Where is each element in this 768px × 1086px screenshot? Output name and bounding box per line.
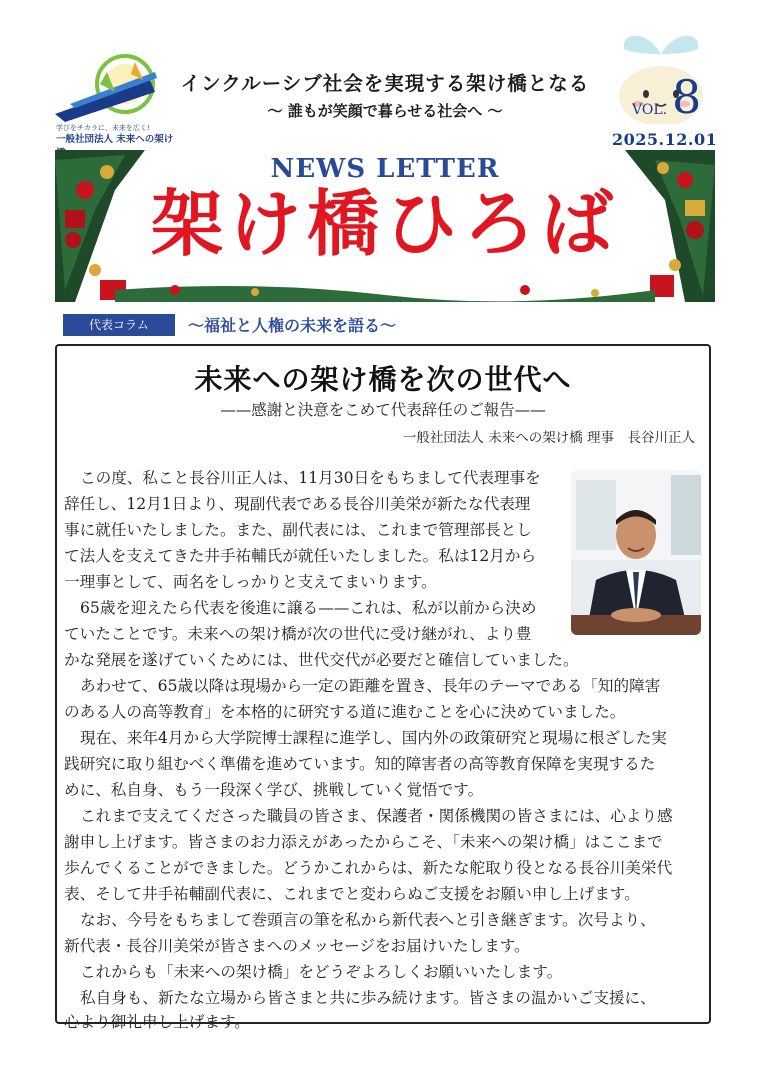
paragraph-line: 私自身も、新たな立場から皆さまと共に歩み続けます。皆さまの温かいご支援に、	[80, 989, 656, 1007]
paragraph-line: これからも「未来への架け橋」をどうぞよろしくお願いいたします。	[80, 963, 563, 981]
paragraph-line: この度、私こと長谷川正人は、11月30日をもちまして代表理事を	[80, 469, 541, 487]
paragraph-line: 65歳を迎えたら代表を後進に譲る——これは、私が以前から決め	[80, 599, 537, 617]
paragraph-line: これまで支えてくださった職員の皆さま、保護者・関係機関の皆さまには、心より感	[80, 807, 673, 825]
paragraph-line: 謝申し上げます。皆さまのお力添えがあったからこそ、「未来への架け橋」はここまで	[64, 833, 663, 851]
issue-date: 2025.12.01	[612, 130, 718, 149]
column-title: 〜福祉と人権の未来を語る〜	[188, 316, 397, 335]
newsletter-label: NEWS LETTER	[270, 154, 500, 184]
article-author: 一般社団法人 未来への架け橋 理事 長谷川正人	[402, 430, 695, 446]
paragraph-line: て法人を支えてきた井手祐輔氏が就任いたしました。私は12月から	[64, 547, 537, 565]
paragraph-line: のある人の高等教育」を本格的に研究する道に進むことを心に決めていました。	[64, 703, 626, 721]
paragraph-line: 表、そして井手祐輔副代表に、これまでと変わらぬご支援をお願い申し上げます。	[64, 885, 640, 903]
article-title: 未来への架け橋を次の世代へ	[194, 363, 572, 396]
volume-label: VOL.	[632, 102, 668, 118]
paragraph-line: 践研究に取り組むべく準備を進めています。知的障害者の高等教育保障を実現するた	[64, 755, 656, 773]
paragraph-line: 新代表・長谷川美栄が皆さまへのメッセージをお届けいたします。	[64, 937, 530, 955]
paragraph-line: 一理事として、両名をしっかりと支えてまいります。	[64, 573, 437, 591]
paragraph-line: ていたことです。未来への架け橋が次の世代に受け継がれ、より豊	[64, 625, 532, 643]
paragraph-line: 事に就任いたしました。また、副代表には、これまで管理部長とし	[64, 521, 532, 539]
paragraph-line: あわせて、65歳以降は現場から一定の距離を置き、長年のテーマである「知的障害	[80, 677, 661, 695]
paragraph-line: なお、今号をもちまして巻頭言の筆を私から新代表へと引き継ぎます。次号より、	[80, 911, 656, 929]
logo-name: 一般社団法人 未来への架け	[56, 134, 174, 145]
paragraph-line: 現在、来年4月から大学院博士課程に進学し、国内外の政策研究と現場に根ざした実	[80, 729, 667, 747]
paragraph-line: 辞任し、12月1日より、現副代表である長谷川美栄が新たな代表理	[64, 495, 531, 513]
volume-number: 8	[672, 70, 702, 124]
paragraph-line: 歩んでくることができました。どうかこれからは、新たな舵取り役となる長谷川美栄代	[64, 859, 673, 877]
article-subtitle: ——感謝と決意をこめて代表辞任のご報告——	[220, 401, 546, 419]
paragraph-line: めに、私自身、もう一段深く学び、挑戦していく覚悟です。	[64, 781, 484, 799]
paragraph-line: 心より御礼申し上げます。	[64, 1013, 250, 1031]
subheadline: 〜 誰もが笑顔で暮らせる社会へ 〜	[267, 102, 503, 120]
headline: インクルーシブ社会を実現する架け橋となる	[180, 72, 590, 95]
portrait-photo	[571, 470, 701, 635]
logo-tagline: 学びをチカラに、未来を広く!	[56, 124, 150, 132]
paragraph-line: かな発展を遂げていくためには、世代交代が必要だと確信していました。	[64, 651, 579, 669]
column-badge: 代表コラム	[63, 314, 175, 336]
newsletter-title: 架け橋ひろば	[150, 182, 619, 266]
